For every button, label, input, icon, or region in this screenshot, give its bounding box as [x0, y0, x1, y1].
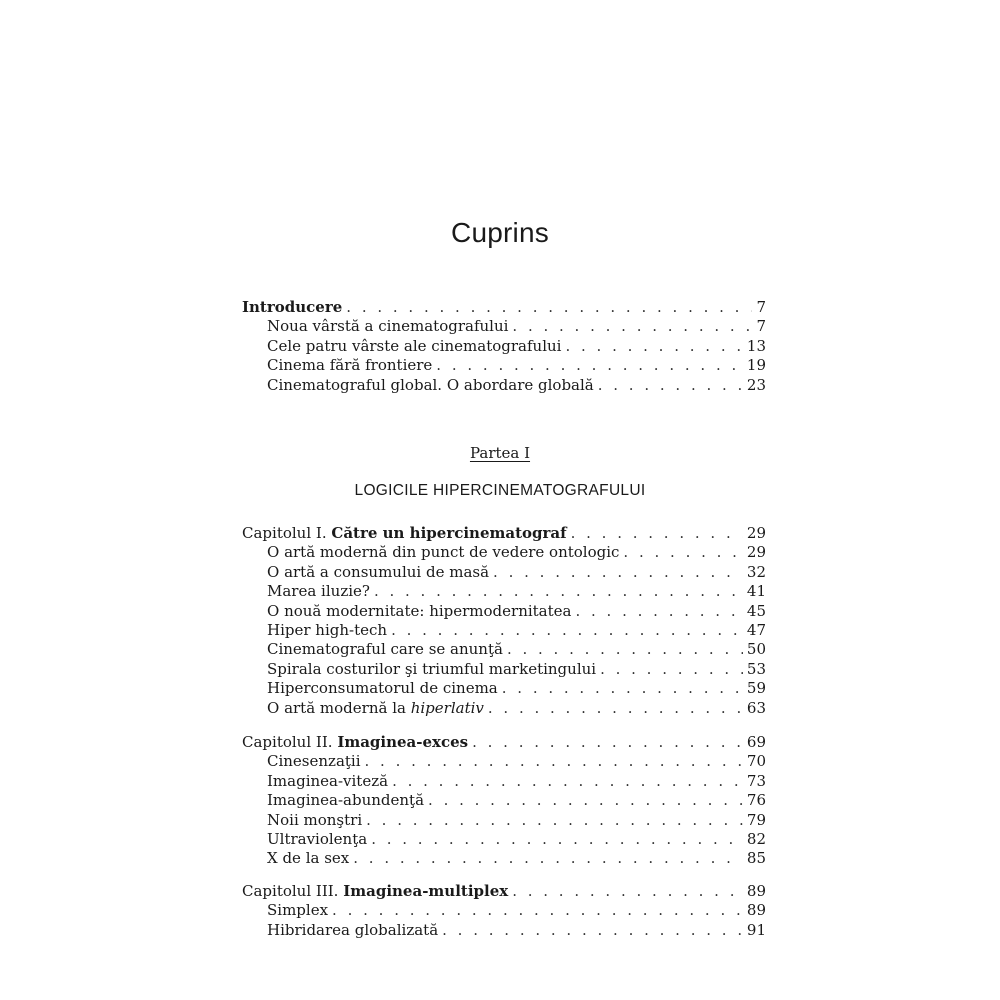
toc-page-number: 69 — [746, 733, 766, 751]
dot-leader — [598, 376, 743, 395]
toc-entry-label: Marea iluzie? — [267, 582, 370, 601]
toc-chapter-heading — [242, 733, 766, 752]
dot-leader — [488, 699, 743, 718]
toc-page-number: 89 — [746, 901, 766, 920]
chapter-prefix: Capitolul III. — [242, 882, 339, 900]
dot-leader — [502, 679, 743, 698]
dot-leader — [374, 582, 743, 601]
toc-entry-label: X de la sex — [267, 849, 350, 868]
toc-entry — [242, 356, 766, 375]
toc-entry — [242, 699, 766, 718]
part-label — [0, 444, 1000, 462]
toc-entry-label-italic: hiperlativ — [410, 698, 484, 717]
chapter-title: Imaginea-exces — [337, 733, 469, 751]
toc-entry — [242, 811, 766, 830]
toc-entry-label: Spirala costurilor şi triumful marketingului — [267, 659, 597, 678]
toc-entry — [242, 772, 766, 791]
toc-entry-label: Cinesenzaţii — [267, 752, 361, 771]
toc-page-number: 19 — [746, 356, 766, 375]
dot-leader — [392, 772, 743, 791]
toc-entry — [242, 563, 766, 582]
toc-page-number: 29 — [746, 543, 766, 562]
toc-page-number: 89 — [746, 882, 766, 900]
dot-leader — [512, 317, 752, 336]
toc-chapter-heading — [242, 882, 766, 901]
toc-entry — [242, 791, 766, 810]
toc-entry-label: Simplex — [267, 901, 329, 920]
dot-leader — [353, 849, 743, 868]
toc-entry-introducere — [242, 298, 766, 317]
dot-leader — [565, 337, 742, 356]
toc-page-number: 76 — [746, 791, 766, 810]
toc-entry — [242, 317, 766, 336]
toc-entry — [242, 901, 766, 920]
part-title: LOGICILE HIPERCINEMATOGRAFULUI — [354, 482, 646, 499]
toc-page-number: 50 — [746, 640, 766, 659]
dot-leader — [600, 660, 743, 679]
toc-entry-label: Hiperconsumatorul de cinema — [267, 679, 498, 698]
page-title: Cuprins — [451, 217, 549, 248]
dot-leader — [512, 882, 743, 901]
dot-leader — [442, 921, 743, 940]
toc-page-number: 7 — [756, 298, 766, 316]
dot-leader — [436, 356, 743, 375]
toc-page-number: 29 — [746, 524, 766, 542]
toc-entry — [242, 621, 766, 640]
toc-entry-label: O nouă modernitate: hipermodernitatea — [267, 601, 572, 620]
toc-page-number: 91 — [746, 920, 766, 939]
toc-entry-label: Cele patru vârste ale cinematografului — [267, 336, 562, 355]
toc-page-number: 41 — [746, 582, 766, 601]
toc-page-number: 45 — [746, 601, 766, 620]
dot-leader — [507, 640, 743, 659]
toc-chapter-3 — [242, 882, 766, 940]
toc-entry-label: Imaginea-abundenţă — [267, 791, 425, 810]
dot-leader — [428, 791, 743, 810]
toc-chapter-2 — [242, 733, 766, 869]
dot-leader — [371, 830, 743, 849]
toc-entry — [242, 830, 766, 849]
toc-entry-label: Cinematograful global. O abordare globală — [267, 375, 594, 394]
chapter-title: Imaginea-multiplex — [343, 882, 509, 900]
dot-leader — [571, 524, 743, 543]
toc-entry — [242, 640, 766, 659]
dot-leader — [623, 543, 742, 562]
toc-chapter-heading — [242, 524, 766, 543]
toc-entry — [242, 602, 766, 621]
dot-leader — [365, 752, 743, 771]
toc-entry-label: Cinematograful care se anunţă — [267, 640, 503, 659]
toc-entry — [242, 921, 766, 940]
toc-entry — [242, 543, 766, 562]
toc-entry-label: Imaginea-viteză — [267, 771, 389, 790]
dot-leader — [575, 602, 742, 621]
toc-page-number: 85 — [746, 849, 766, 868]
toc-entry-label: Hibridarea globalizată — [267, 920, 439, 939]
toc-page-number: 59 — [746, 679, 766, 698]
part-label-text: Partea I — [469, 444, 531, 462]
dot-leader — [493, 563, 743, 582]
toc-intro-section — [242, 298, 766, 395]
toc-entry — [242, 376, 766, 395]
toc-page-number: 13 — [746, 336, 766, 355]
toc-page-number: 79 — [746, 810, 766, 829]
dot-leader — [391, 621, 743, 640]
toc-entry-label: Introducere — [242, 298, 343, 316]
dot-leader — [472, 733, 743, 752]
toc-page-number: 47 — [746, 620, 766, 639]
toc-entry-label: Ultraviolenţa — [267, 829, 368, 848]
toc-entry-label: O artă a consumului de masă — [267, 562, 490, 581]
toc-page-number: 82 — [746, 829, 766, 848]
toc-entry — [242, 752, 766, 771]
toc-page-number: 32 — [746, 562, 766, 581]
dot-leader — [366, 811, 743, 830]
toc-entry-label: O artă modernă din punct de vedere ontologic — [267, 543, 620, 562]
toc-entry — [242, 660, 766, 679]
toc-page-number: 73 — [746, 771, 766, 790]
toc-entry — [242, 337, 766, 356]
toc-entry — [242, 679, 766, 698]
toc-entry-label: Noii monştri — [267, 810, 363, 829]
toc-entry-label: Cinema fără frontiere — [267, 356, 433, 375]
toc-entry-label: O artă modernă la — [267, 698, 406, 717]
toc-page-number: 63 — [746, 698, 766, 717]
toc-entry — [242, 582, 766, 601]
toc-page-number: 53 — [746, 659, 766, 678]
toc-chapter-1 — [242, 524, 766, 718]
toc-entry-label: Hiper high-tech — [267, 620, 388, 639]
chapter-title: Către un hipercinematograf — [331, 524, 567, 542]
dot-leader — [346, 298, 752, 317]
toc-entry — [242, 849, 766, 868]
toc-page-number: 70 — [746, 752, 766, 771]
toc-page-number: 7 — [756, 317, 766, 336]
toc-entry-label: Noua vârstă a cinematografului — [267, 317, 509, 336]
chapter-prefix: Capitolul II. — [242, 733, 333, 751]
toc-page-number: 23 — [746, 375, 766, 394]
dot-leader — [332, 901, 743, 920]
chapter-prefix: Capitolul I. — [242, 524, 327, 542]
